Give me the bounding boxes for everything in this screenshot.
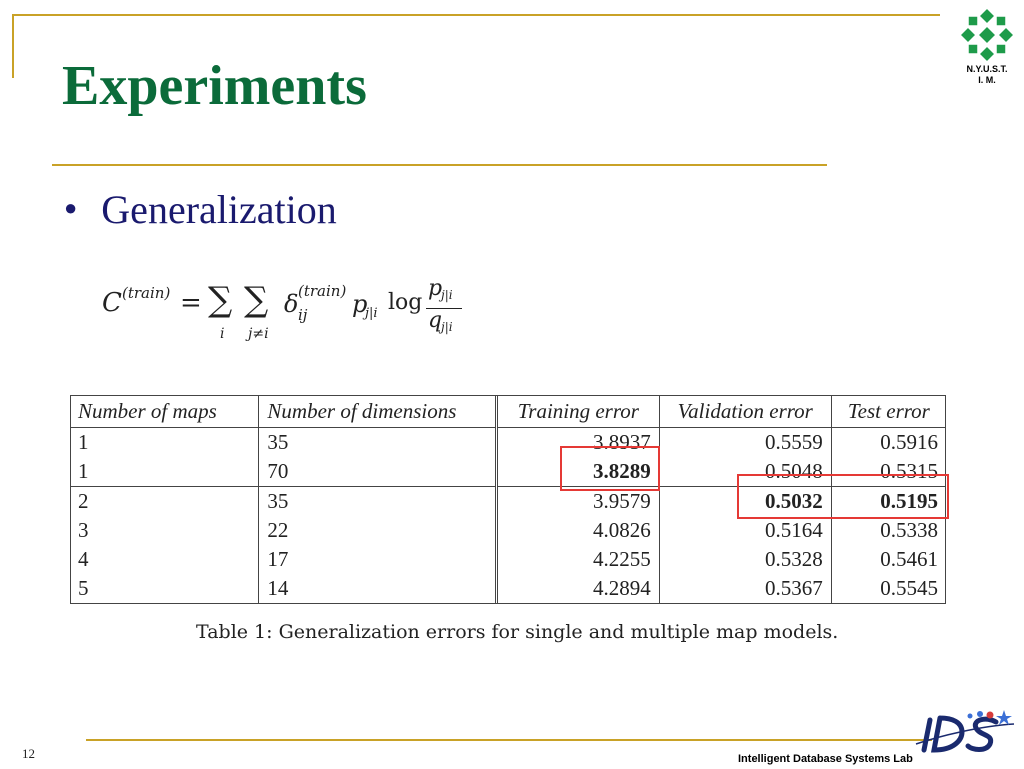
formula-delta: δ <box>284 290 299 318</box>
nyust-emblem-icon <box>958 6 1016 64</box>
formula-equals: = <box>180 288 202 318</box>
cell-test-error: 0.5916 <box>831 428 946 458</box>
formula-p-subscript: j|i <box>365 306 378 321</box>
formula-c-superscript: (train) <box>122 284 171 302</box>
formula-sum-j-index: j≠i <box>248 326 269 342</box>
bullet-dot-icon: ● <box>64 195 78 220</box>
cell-validation-error: 0.5559 <box>659 428 831 458</box>
cell-test-error: 0.5338 <box>831 516 946 545</box>
title-underline <box>52 164 827 166</box>
bullet-text: Generalization <box>101 187 337 232</box>
cell-dimensions: 35 <box>259 428 497 458</box>
cell-test-error: 0.5545 <box>831 574 946 603</box>
formula-frac-numerator-subscript: j|i <box>441 288 453 302</box>
footer-rule <box>86 739 932 741</box>
cell-dimensions: 70 <box>259 457 497 487</box>
top-rule <box>12 14 940 16</box>
cell-maps: 4 <box>78 547 89 571</box>
header-number-of-maps: Number of maps <box>70 395 259 428</box>
formula-delta-subscript: ij <box>298 306 308 324</box>
cell-test-error: 0.5315 <box>831 457 946 487</box>
formula-delta-superscript: (train) <box>298 282 347 300</box>
header-test-error: Test error <box>831 395 946 428</box>
header-number-of-dimensions: Number of dimensions <box>259 395 497 428</box>
formula-log: log <box>388 290 423 315</box>
cell-training-error: 3.8937 <box>496 428 659 458</box>
header-training-error: Training error <box>496 395 659 428</box>
cell-dimensions: 14 <box>259 574 497 603</box>
formula-p: p <box>352 290 368 318</box>
logo-label-line2: I. M. <box>978 75 996 85</box>
slide-title: Experiments <box>62 55 367 117</box>
formula-c: C <box>102 288 122 318</box>
cell-maps: 1 <box>78 459 89 483</box>
cell-validation-error: 0.5367 <box>659 574 831 603</box>
table-header-row <box>70 395 946 428</box>
cell-training-error: 4.2255 <box>496 545 659 574</box>
table-row <box>70 428 946 458</box>
university-logo <box>955 6 1019 90</box>
bullet-item <box>64 187 337 232</box>
header-validation-error: Validation error <box>659 395 831 428</box>
cell-training-error: 3.9579 <box>496 487 659 517</box>
highlight-box-training <box>560 446 660 491</box>
formula-frac-denominator-subscript: j|i <box>441 320 453 334</box>
formula-sum-i: ∑ <box>208 280 233 320</box>
ids-logo-icon <box>910 706 1022 764</box>
formula-frac-numerator: p <box>428 276 443 301</box>
cell-training-error: 4.2894 <box>496 574 659 603</box>
table-row <box>70 574 946 603</box>
cell-validation-error-best: 0.5032 <box>659 487 831 517</box>
cell-dimensions: 35 <box>259 487 497 517</box>
cell-maps: 1 <box>78 430 89 454</box>
cost-formula <box>100 278 470 350</box>
logo-label-line1: N.Y.U.S.T. <box>966 64 1008 74</box>
highlight-box-validation-test <box>737 474 949 519</box>
cell-dimensions: 22 <box>259 516 497 545</box>
page-number: 12 <box>22 746 35 761</box>
formula-sum-i-index: i <box>220 326 225 342</box>
formula-frac-denominator: q <box>428 308 443 333</box>
cell-validation-error: 0.5328 <box>659 545 831 574</box>
cell-maps: 3 <box>78 518 89 542</box>
cell-maps: 2 <box>70 487 259 517</box>
ids-lab-logo <box>910 706 1022 764</box>
cell-test-error-best: 0.5195 <box>831 487 946 517</box>
table-row <box>70 545 946 574</box>
left-rule <box>12 14 14 78</box>
table-caption: Table 1: Generalization errors for single and multiple map models. <box>196 621 839 643</box>
cell-maps: 5 <box>78 576 89 600</box>
cell-test-error: 0.5461 <box>831 545 946 574</box>
table-row <box>70 516 946 545</box>
formula-sum-j: ∑ <box>244 280 269 320</box>
cell-validation-error: 0.5048 <box>659 457 831 487</box>
cell-training-error: 4.0826 <box>496 516 659 545</box>
cell-dimensions: 17 <box>259 545 497 574</box>
cell-training-error-best: 3.8289 <box>496 457 659 487</box>
footer-lab-name: Intelligent Database Systems Lab <box>738 753 913 765</box>
cell-validation-error: 0.5164 <box>659 516 831 545</box>
